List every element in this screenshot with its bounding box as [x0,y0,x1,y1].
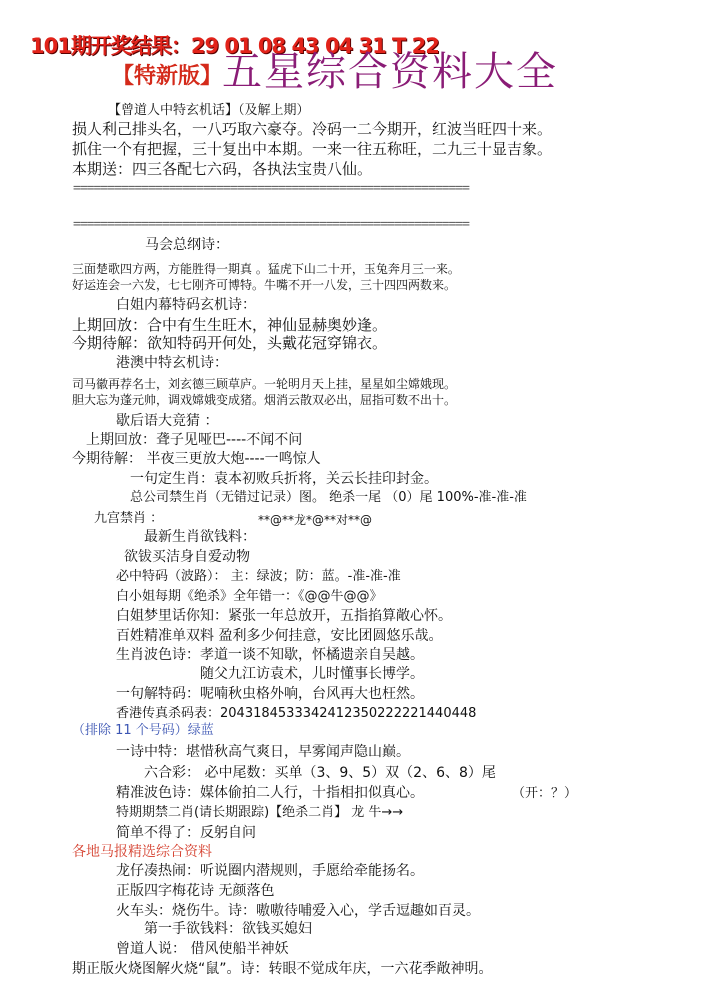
text-line: 六合彩： 必中尾数：买单（3、9、5）双（2、6、8）尾 [144,765,496,781]
text-line: 简单不得了：反躬自问 [116,825,256,841]
section-heading: 歇后语大竞猜 ： [116,413,219,429]
draw-result: 101期开奖结果：29 01 08 43 04 31 T 22 [30,34,439,58]
text-line: 今期待解：欲知特码开何处，头戴花冠穿锦衣。 [72,334,388,352]
section-heading: 【曾道人中特玄机话】（及解上期） [108,103,310,118]
text-line: 曾道人说： 借风使船半神妖 [116,941,289,957]
text-line: 白小姐每期《绝杀》全年错一：《@@牛@@》 [116,589,383,604]
text-line: 正版四字梅花诗 无颜落色 [116,883,275,899]
text-line: 龙仔凑热闹：听说圈内潜规则，手愿给牵能扬名。 [116,863,424,879]
text-line: 上期回放：合中有生生旺木，神仙显赫奥妙逢。 [72,316,388,334]
text-line: 三面楚歌四方两，方能胜得一期真 。猛虎下山二十开，玉兔奔月三一来。 [72,262,460,276]
text-line: 总公司禁生肖（无错过记录）图。 绝杀一尾 （0）尾 100%-准-准-准 [130,490,527,505]
text-line: 损人利己排头名，一八巧取六豪夺。冷码一二今期开，红波当旺四十来。 [72,120,553,138]
text-line: 九宫禁肖 ： [94,511,164,526]
text-line: 特期期禁二肖(请长期跟踪)【绝杀二肖】 龙 牛→→ [116,805,404,820]
separator: ========================================================== [73,217,469,232]
section-heading: 马会总纲诗： [145,237,229,253]
text-line: 百姓精准单双料 盈利多少何挂意，安比团圆悠乐哉。 [116,628,443,644]
text-line: 必中特码（波路）： 主：绿波；防：蓝。-准-准-准 [116,569,401,584]
section-heading: 白姐内幕特码玄机诗： [116,297,256,313]
text-line: 欲钹买洁身自爱动物 [124,549,250,565]
text-line: 胆大忘为蓬元帅，调戏嫦娥变成猪。烟消云散双必出，屈指可数不出十。 [72,393,457,407]
section-heading: 各地马报精选综合资料 [72,844,212,860]
text-line: 精准波色诗：媒体偷拍二人行，十指相扣似真心。 [116,785,424,801]
text-line: 好运连会一六发，七七刚齐可博特。牛嘴不开一八发，三十四四两数来。 [72,278,457,292]
text-line: 第一手欲钱料：欲钱买媳妇 [144,921,312,937]
text-line: 抓住一个有把握，三十复出中本期。一来一往五称旺，二九三十显吉象。 [72,140,553,158]
text-line: 火车头：烧伤牛。诗：嗷嗷待哺爱入心，学舌逗趣如百灵。 [116,903,480,919]
text-line: 本期送：四三各配七六码，各执法宝贵八仙。 [72,160,373,178]
text-line: 随父九江访袁术，儿时懂事长博学。 [200,666,424,682]
text-line: 今期待解： 半夜三更放大炮----一鸣惊人 [72,451,321,467]
text-line: 司马徽再荐名士，刘玄德三顾草庐。一轮明月天上挂，星星如尘嫦娥现。 [72,377,457,391]
page-title: 五星综合资料大全 [222,49,558,95]
edition-label: 【特新版】 [112,64,223,89]
text-line: 期正版火烧图解火烧“鼠”。诗：转眼不觉成年庆，一六花季敞神明。 [72,961,493,977]
text-line: 一句解特码：呢喃秋虫格外响，台风再大也枉然。 [116,686,424,702]
text-line: 一诗中特：堪惜秋高气爽日，早雾闻声隐山巅。 [116,744,410,760]
text-line: 生肖波色诗：孝道一谈不知歇，怀橘遗亲自吴越。 [116,647,424,663]
section-heading: 最新生肖欲钱料： [144,529,256,545]
text-line: 一句定生肖：袁本初败兵折将，关云长挂印封金。 [130,471,438,487]
text-line: **@**龙*@**对**@ [258,513,373,527]
text-line: （开：？） [512,786,578,801]
text-line: 上期回放：聋子见哑巴----不闻不问 [86,432,303,448]
section-heading: 港澳中特玄机诗： [116,355,228,371]
separator: ========================================================== [73,181,469,196]
text-line: 白姐梦里话你知：紧张一年总放开，五指掐算敞心怀。 [116,608,452,624]
text-line: 香港传真杀码表：2043184533342412350222221440448 [116,706,477,721]
text-line: （排除 11 个号码）绿蓝 [72,723,214,738]
